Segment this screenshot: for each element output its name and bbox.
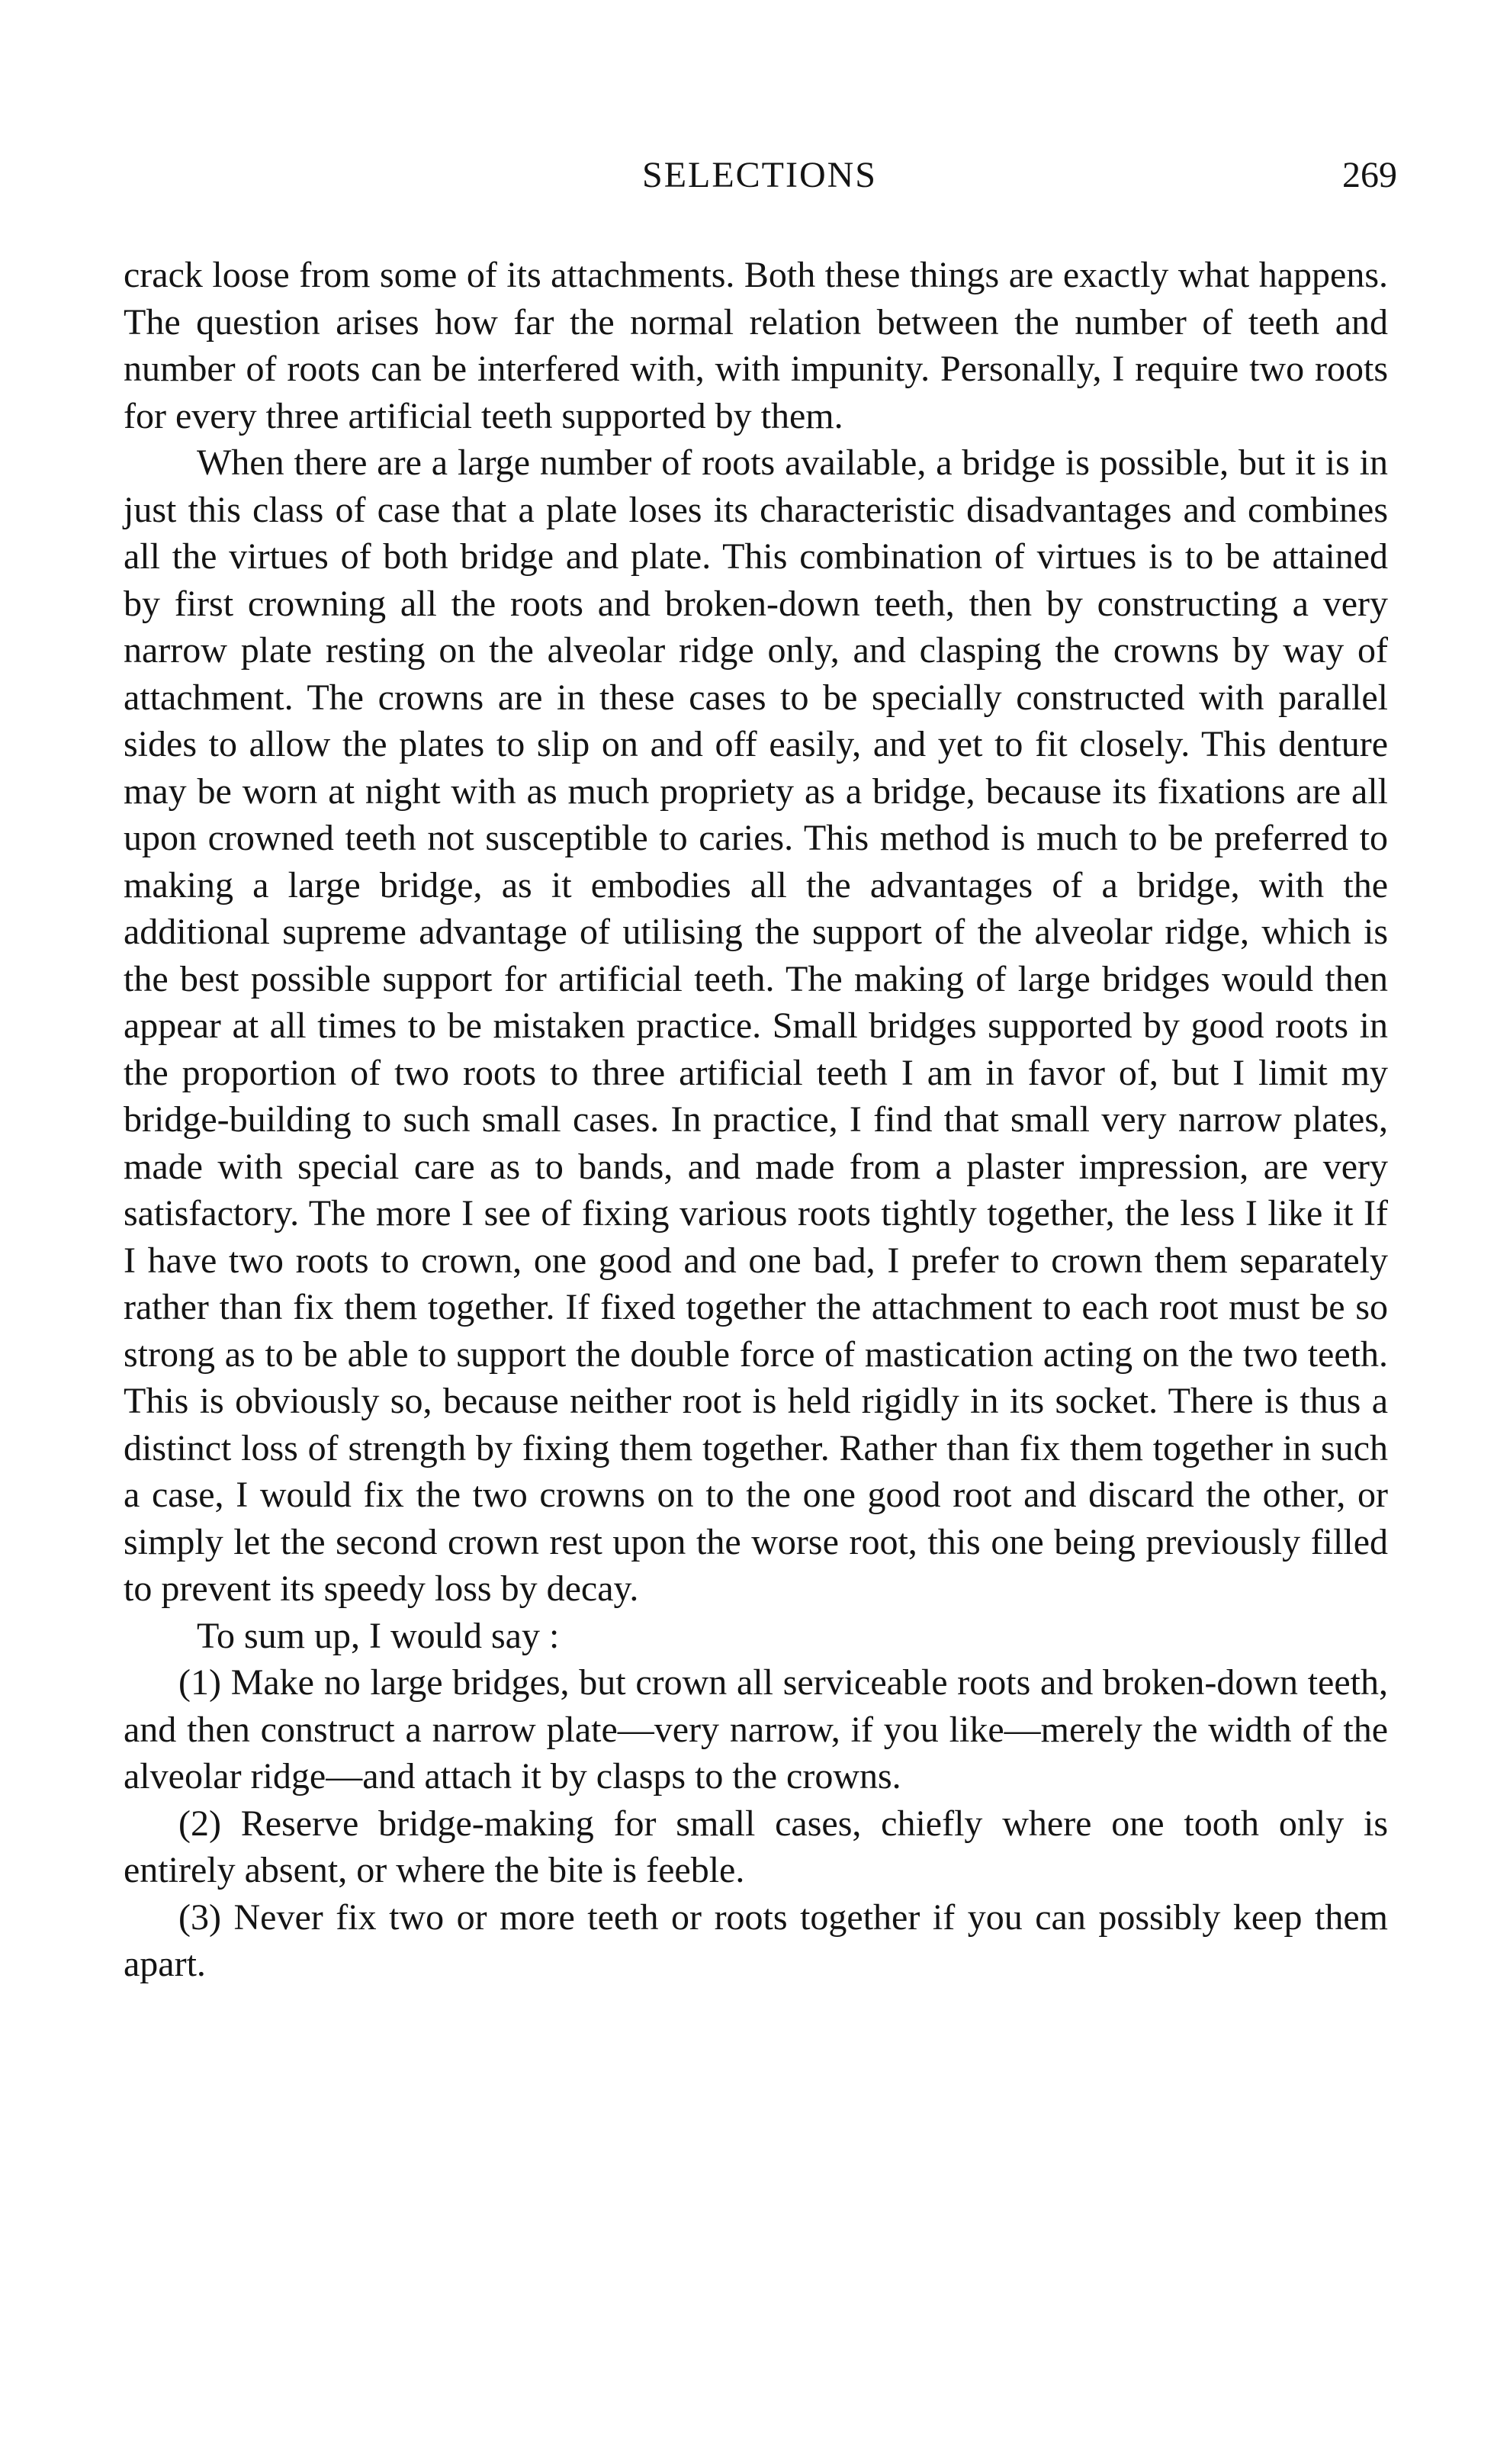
paragraph-summary-intro: To sum up, I would say : [197, 1615, 560, 1656]
running-head [122, 154, 1397, 207]
paragraph-continuation: crack loose from some of its attachments. Both these things are exactly what happens. The question arises how far the normal relation between the number of teeth and number of roots can be interfered with, with impunity. Personally, I require two roots for every three artificial teeth supported by them. [124, 255, 1388, 436]
running-head-title: SELECTIONS [642, 155, 877, 195]
body-text [124, 252, 1388, 1988]
paragraph-roots-and-plates: When there are a large number of roots available, a bridge is possible, but it is in just this class of case that a plate loses its characteristic disadvantages and combines all the virtues of both bridge and plate. This combination of virtues is to be attained by first crowning all the roots and broken-down teeth, then by constructing a very narrow plate resting on the alveolar ridge only, and clasping the crowns by way of attachment. The crowns are in these cases to be specially constructed with parallel sides to allow the plates to slip on and off easily, and yet to fit closely. This denture may be worn at night with as much propriety as a bridge, because its fixations are all upon crowned teeth not susceptible to caries. This method is much to be preferred to making a large bridge, as it embodies all the advantages of a bridge, with the additional supreme advantage of utilising the support of the alveolar ridge, which is the best possible support for artificial teeth. The making of large bridges would then appear at all times to be mistaken practice. Small bridges supported by good roots in the proportion of two roots to three artificial teeth I am in favor of, but I limit my bridge-building to such small cases. In practice, I find that small very narrow plates, made with special care as to bands, and made from a plaster impression, are very satisfactory. The more I see of fixing various roots tightly together, the less I like it If I have two roots to crown, one good and one bad, I prefer to crown them separately rather than fix them together. If fixed together the attachment to each root must be so strong as to be able to support the double force of mastication acting on the two teeth. This is obviously so, because neither root is held rigidly in its socket. There is thus a distinct loss of strength by fixing them together. Rather than fix them together in such a case, I would fix the two crowns on to the one good root and discard the other, or simply let the second crown rest upon the worse root, this one being previously filled to prevent its speedy loss by decay. [124, 442, 1388, 1609]
numbered-item-3: (3) Never fix two or more teeth or roots together if you can possibly keep them apart. [124, 1896, 1388, 1984]
numbered-item-1: (1) Make no large bridges, but crown all serviceable roots and broken-down teeth, and then construct a narrow plate—very narrow, if you like—merely the width of the alveolar ridge—and attach it by clasps to the crowns. [124, 1662, 1388, 1797]
page-number: 269 [1342, 155, 1397, 195]
numbered-item-2: (2) Reserve bridge-making for small cases, chiefly where one tooth only is entirely absent, or where the bite is feeble. [124, 1803, 1388, 1890]
